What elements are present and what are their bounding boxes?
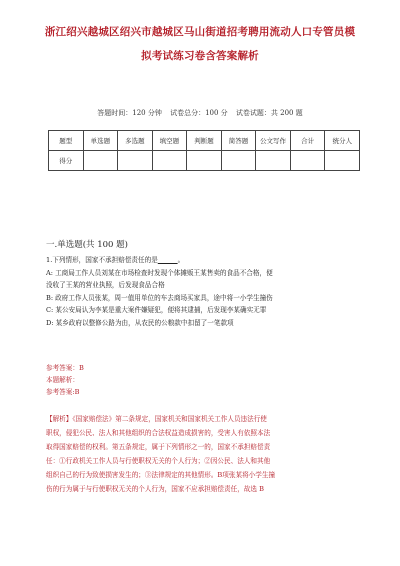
score-cell xyxy=(290,151,325,171)
score-cell xyxy=(152,151,187,171)
explanation-block xyxy=(46,412,358,496)
question-block xyxy=(46,254,356,330)
score-header-cell: 单选题 xyxy=(83,131,118,151)
option-c: C: 某公安局认为李某是重大案件嫌疑犯，便将其逮捕，后发现李某确实无罪 xyxy=(46,306,267,315)
score-header-cell: 判断题 xyxy=(187,131,222,151)
option-a-line-1: A: 工商局工作人员刘某在市场检查时发现个体摊贩王某售卖的食品不合格，便 xyxy=(46,268,273,277)
explanation-line: 职权，侵犯公民、法人和其他组织的合法权益造成损害的，受害人有依照本法 xyxy=(46,429,271,437)
score-cell xyxy=(83,151,118,171)
explanation-line: 【解析】《国家赔偿法》第二条规定，国家机关和国家机关工作人员违法行使 xyxy=(46,415,267,423)
document-title-line-1: 浙江绍兴越城区绍兴市越城区马山街道招考聘用流动人口专管员模 xyxy=(44,26,356,38)
exam-info xyxy=(0,108,400,118)
score-cell xyxy=(256,151,291,171)
score-row-label: 得分 xyxy=(49,151,84,171)
score-cell xyxy=(187,151,222,171)
option-d: D: 某乡政府以整修公路为由，从农民的公粮款中扣留了一笔款项 xyxy=(46,318,234,327)
section-title: 一.单选题(共 100 题) xyxy=(46,240,128,250)
question-stem-text: 1.下列情形，国家不承担赔偿责任的是 xyxy=(46,256,158,264)
score-header-cell: 公文写作 xyxy=(256,131,291,151)
reference-answer: 参考答案：B xyxy=(46,364,84,372)
explanation-line: 伤的行为属于与行使职权无关的个人行为，国家不应承担赔偿责任，故选 B xyxy=(46,485,264,493)
score-table-score-row xyxy=(49,151,360,171)
question-stem-end: 。 xyxy=(177,256,185,264)
exam-time: 答题时间：120 分钟 xyxy=(97,109,162,117)
score-cell xyxy=(325,151,360,171)
option-b: B: 政府工作人员张某，周一值用单位的车去商场买家具，途中将一小学生撞伤 xyxy=(46,293,273,302)
score-header-cell: 合计 xyxy=(290,131,325,151)
explanation-line: 取得国家赔偿的权利。第五条规定，属于下列情形之一的，国家不承担赔偿责 xyxy=(46,443,271,451)
score-header-cell: 填空题 xyxy=(152,131,187,151)
score-table xyxy=(48,130,360,171)
answer-block xyxy=(46,362,356,398)
score-header-cell: 题型 xyxy=(49,131,84,151)
question-stem xyxy=(46,254,356,267)
score-header-cell: 统分人 xyxy=(325,131,360,151)
answer-blank: ______ xyxy=(157,256,178,264)
score-cell xyxy=(221,151,256,171)
reference-answer-2: 参考答案:B xyxy=(46,388,80,396)
explanation-line: 任：①行政机关工作人员与行使职权无关的个人行为；②因公民、法人和其他 xyxy=(46,457,271,465)
explanation-line: 组织自己的行为致使损害发生的；③法律规定的其他情形。B项张某将小学生撞 xyxy=(46,471,276,479)
document-title-line-2: 拟考试练习卷含答案解析 xyxy=(141,50,259,62)
score-table-header-row xyxy=(49,131,360,151)
exam-question-count: 试卷试题：共 200 题 xyxy=(235,109,303,117)
score-header-cell: 简答题 xyxy=(221,131,256,151)
option-a-line-2: 没收了王某的营业执照，后发现食品合格 xyxy=(46,281,165,290)
score-cell xyxy=(118,151,153,171)
score-header-cell: 多选题 xyxy=(118,131,153,151)
analysis-label: 本题解析： xyxy=(46,376,79,384)
exam-total-score: 试卷总分：100 分 xyxy=(170,109,228,117)
